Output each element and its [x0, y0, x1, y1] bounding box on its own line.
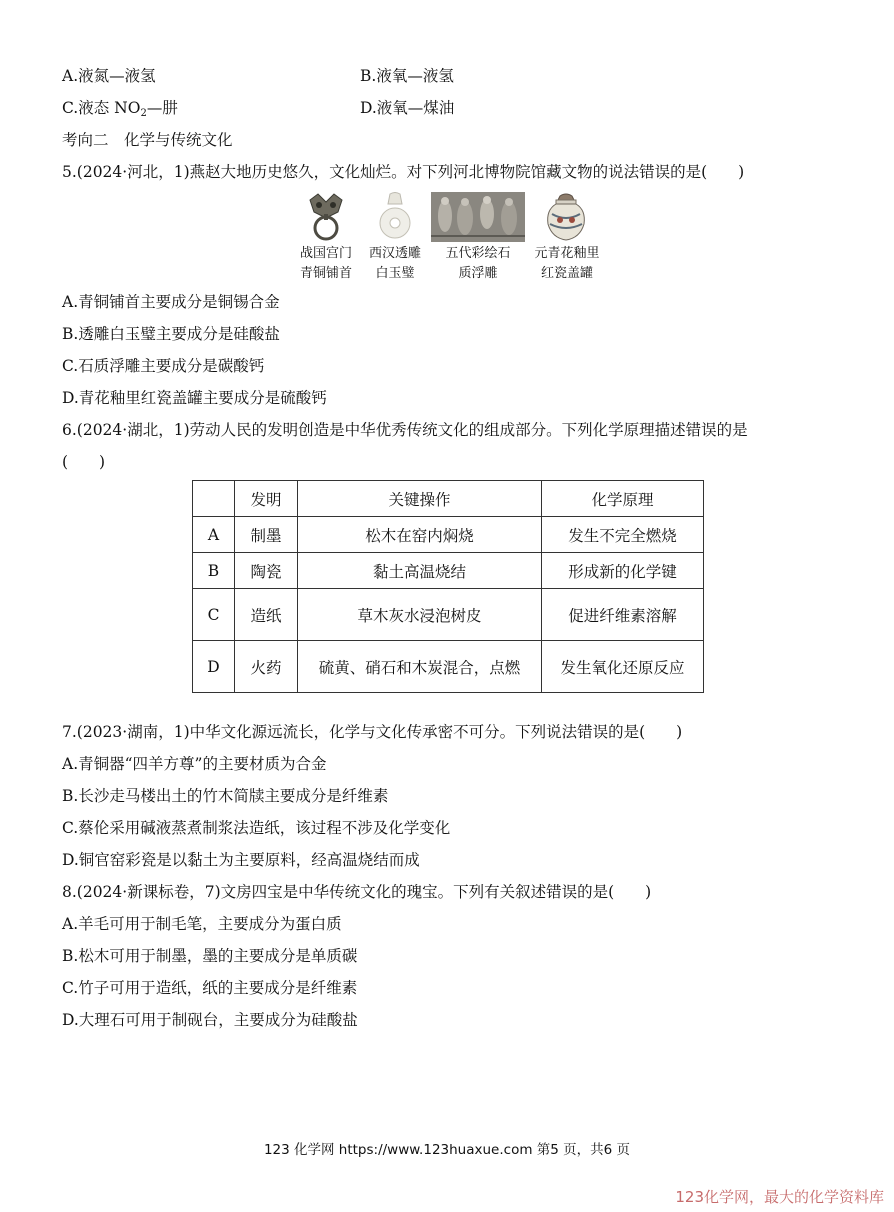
table-row: [193, 553, 704, 589]
artifact-caption-2-line1: 西汉透雕: [368, 246, 421, 261]
bronze-knocker-icon: [300, 192, 352, 242]
table-cell: 陶瓷: [235, 553, 298, 589]
section-title: 考向二 化学与传统文化: [62, 131, 233, 149]
table-cell: 黏土高温烧结: [298, 553, 542, 589]
q4-option-a: A.液氮—液氢: [62, 67, 156, 85]
table-cell: 造纸: [235, 589, 298, 641]
artifact-caption-4-line2: 红瓷盖罐: [540, 266, 593, 281]
table-cell: 制墨: [235, 517, 298, 553]
q8-option-c: C.竹子可用于造纸，纸的主要成分是纤维素: [62, 979, 358, 997]
q6-table: [192, 480, 704, 693]
q7-option-b: B.长沙走马楼出土的竹木简牍主要成分是纤维素: [62, 787, 389, 805]
table-cell: D: [193, 641, 235, 693]
q8-option-d: D.大理石可用于制砚台，主要成分为硅酸盐: [62, 1011, 358, 1029]
table-cell: 松木在窑内焖烧: [298, 517, 542, 553]
artifact-caption-4-line1: 元青花釉里: [534, 246, 600, 261]
table-cell: B: [193, 553, 235, 589]
table-cell: 硫黄、硝石和木炭混合，点燃: [298, 641, 542, 693]
q7-stem: 7.(2023·湖南，1)中华文化源远流长，化学与文化传承密不可分。下列说法错误的是( ): [62, 723, 683, 741]
artifact-caption-3-line1: 五代彩绘石: [445, 246, 511, 261]
q5-option-c: C.石质浮雕主要成分是碳酸钙: [62, 357, 265, 375]
table-row: [193, 589, 704, 641]
artifact-caption-3: [438, 244, 518, 284]
artifact-caption-3-line2: 质浮雕: [458, 266, 498, 281]
artifact-caption-2: [366, 244, 424, 284]
artifact-caption-1: [294, 244, 358, 284]
page-footer: 123 化学网 https://www.123huaxue.com 第5 页，共6 页: [263, 1142, 631, 1158]
table-row: [193, 517, 704, 553]
table-cell: A: [193, 517, 235, 553]
porcelain-jar-icon: [544, 192, 588, 242]
table-header-cell: 化学原理: [542, 481, 704, 517]
table-header-cell: 关键操作: [298, 481, 542, 517]
q5-option-a: A.青铜铺首主要成分是铜锡合金: [62, 293, 280, 311]
watermark: 123化学网，最大的化学资料库: [675, 1188, 884, 1206]
table-header-cell: [193, 481, 235, 517]
q6-stem-line1: 6.(2024·湖北，1)劳动人民的发明创造是中华优秀传统文化的组成部分。下列化学原理描述错误的是: [62, 421, 748, 439]
q5-option-b: B.透雕白玉璧主要成分是硅酸盐: [62, 325, 280, 343]
q6-stem-line2: ( ): [62, 453, 106, 471]
stone-relief-icon: [431, 192, 525, 242]
q8-option-b: B.松木可用于制墨，墨的主要成分是单质碳: [62, 947, 358, 965]
artifact-caption-2-line2: 白玉璧: [375, 266, 415, 281]
artifact-caption-1-line1: 战国宫门: [299, 246, 352, 261]
q4-option-c: [62, 98, 178, 124]
q4-option-d: D.液氧—煤油: [360, 99, 455, 117]
q8-option-a: A.羊毛可用于制毛笔，主要成分为蛋白质: [62, 915, 342, 933]
table-row: [193, 641, 704, 693]
table-cell: 发生不完全燃烧: [542, 517, 704, 553]
q7-option-a: A.青铜器“四羊方尊”的主要材质为合金: [62, 755, 327, 773]
table-header-row: [193, 481, 704, 517]
q5-option-d: D.青花釉里红瓷盖罐主要成分是硫酸钙: [62, 389, 327, 407]
table-header-cell: 发明: [235, 481, 298, 517]
artifact-caption-1-line2: 青铜铺首: [299, 266, 352, 281]
table-cell: C: [193, 589, 235, 641]
q4-option-c-subscript: 2: [140, 108, 147, 119]
q8-stem: 8.(2024·新课标卷，7)文房四宝是中华传统文化的瑰宝。下列有关叙述错误的是( ): [62, 883, 652, 901]
table-cell: 火药: [235, 641, 298, 693]
q4-option-c-prefix: C.液态 NO: [62, 99, 141, 117]
q7-option-c: C.蔡伦采用碱液蒸煮制浆法造纸，该过程不涉及化学变化: [62, 819, 451, 837]
table-cell: 促进纤维素溶解: [542, 589, 704, 641]
q4-option-c-suffix: —肼: [146, 99, 178, 117]
jade-bi-icon: [378, 192, 412, 242]
q4-option-b: B.液氧—液氢: [360, 67, 454, 85]
q5-stem: 5.(2024·河北，1)燕赵大地历史悠久，文化灿烂。对下列河北博物院馆藏文物的说法错误的是( ): [62, 163, 745, 181]
table-cell: 形成新的化学键: [542, 553, 704, 589]
table-cell: 草木灰水浸泡树皮: [298, 589, 542, 641]
table-cell: 发生氧化还原反应: [542, 641, 704, 693]
artifact-caption-4: [528, 244, 606, 284]
q7-option-d: D.铜官窑彩瓷是以黏土为主要原料，经高温烧结而成: [62, 851, 420, 869]
